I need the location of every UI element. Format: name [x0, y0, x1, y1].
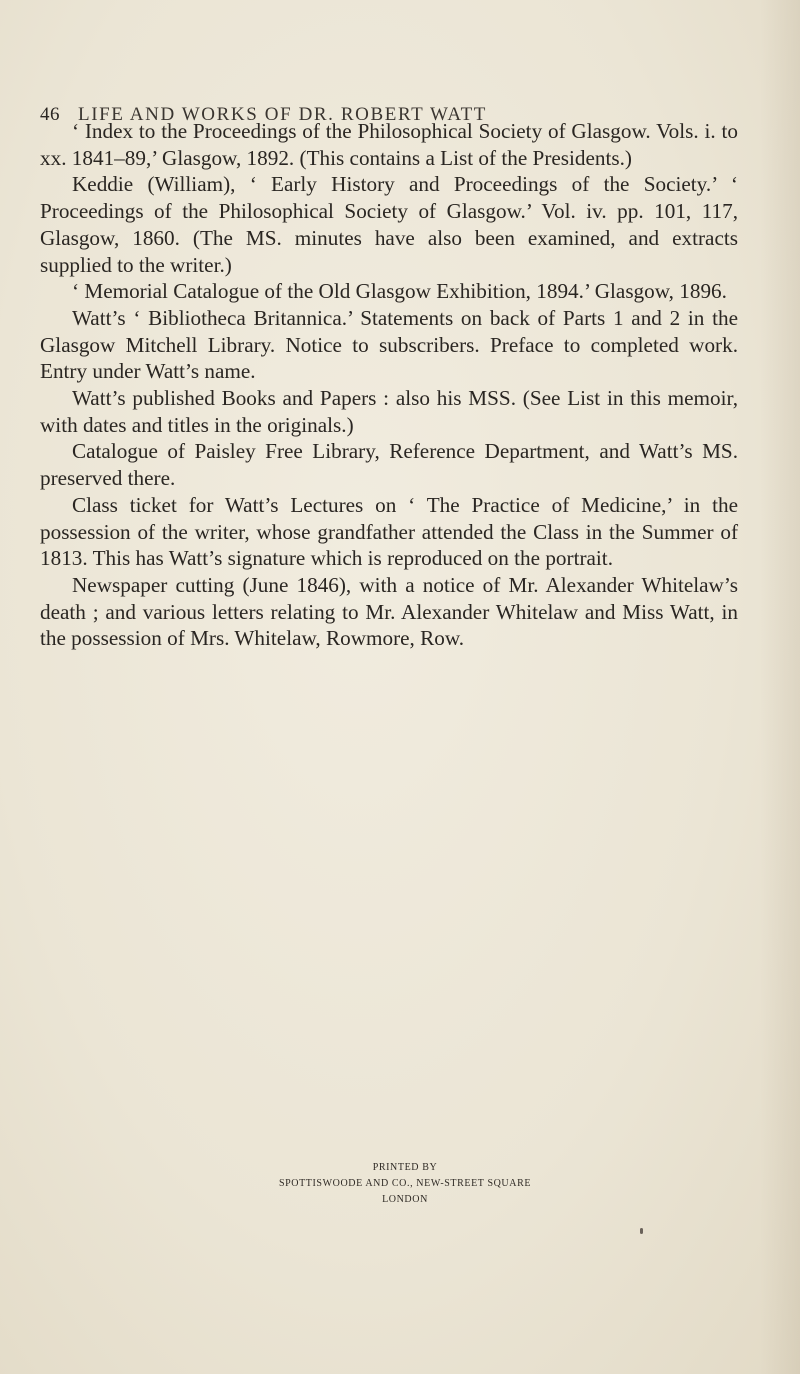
paragraph-memorial-catalogue: ‘ Memorial Catalogue of the Old Glasgow Exhibition, 1894.’ Glasgow, 1896.	[72, 279, 727, 304]
page-number: 46	[40, 104, 60, 125]
paragraph-bibliotheca: Watt’s ‘ Bibliotheca Britannica.’ Statements on back of Parts 1 and 2 in the Glasgow Mitchell Library. Notice to subscribers. Preface to completed work. Entry under Watt’s name.	[40, 305, 738, 384]
imprint-printer-name: SPOTTISWOODE AND CO., NEW-STREET SQUARE	[278, 1178, 532, 1189]
paragraph-index-proceedings: ‘ Index to the Proceedings of the Philosophical Society of Glasgow. Vols. i. to xx. 1841–89,’ Glasgow, 1892. (This contains a List of the Presidents.)	[40, 119, 738, 170]
imprint-printed-by: PRINTED BY	[372, 1162, 438, 1173]
imprint-city: LONDON	[382, 1194, 428, 1205]
running-title: LIFE AND WORKS OF DR. ROBERT WATT	[78, 104, 488, 125]
paragraph-newspaper-cutting: Newspaper cutting (June 1846), with a notice of Mr. Alexander Whitelaw’s death ; and various letters relating to Mr. Alexander Whitelaw and Miss Watt, in the possession of Mrs. Whitelaw, Rowmore, Row.	[40, 572, 738, 651]
paragraph-keddie: Keddie (William), ‘ Early History and Proceedings of the Society.’ ‘ Proceedings of the Philosophical Society of Glasgow.’ Vol. iv. pp. 101, 117, Glasgow, 1860. (The MS. minutes have also been examined, and extracts supplied to the writer.)	[40, 172, 738, 277]
paragraph-class-ticket: Class ticket for Watt’s Lectures on ‘ The Practice of Medicine,’ in the possession of the writer, whose grandfather attended the Class in the Summer of 1813. This has Watt’s signature which is reproduced on the portrait.	[40, 492, 738, 571]
body-text	[40, 118, 738, 652]
printer-imprint	[60, 1160, 750, 1208]
ink-speck	[640, 1228, 643, 1234]
paragraph-published-books: Watt’s published Books and Papers : also his MSS. (See List in this memoir, with dates and titles in the originals.)	[40, 386, 738, 437]
paragraph-paisley-catalogue: Catalogue of Paisley Free Library, Reference Department, and Watt’s MS. preserved there.	[40, 439, 738, 491]
